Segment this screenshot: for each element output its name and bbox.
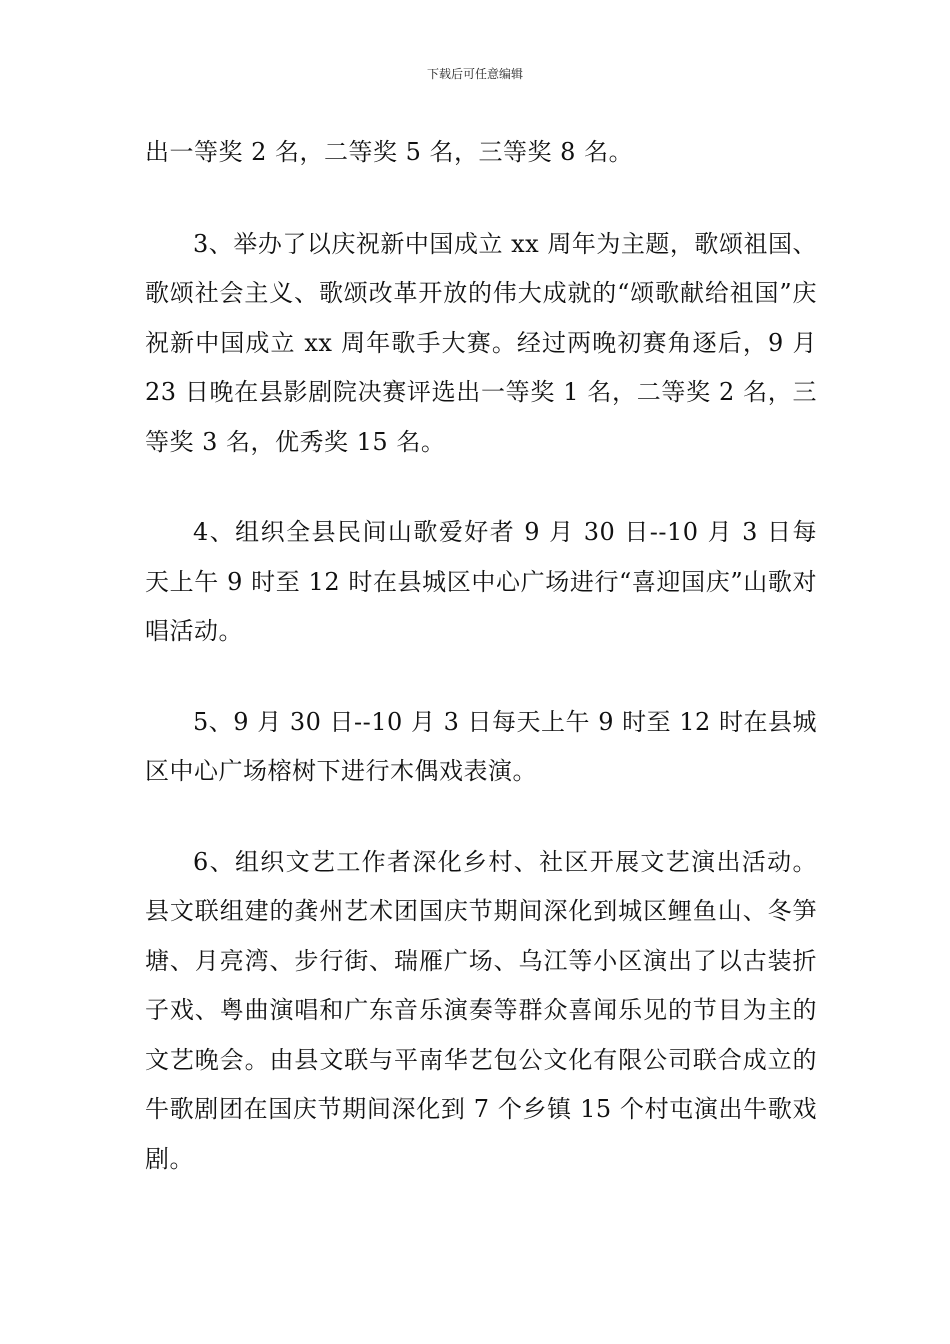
paragraph-spacer — [145, 467, 817, 508]
paragraph-spacer — [145, 178, 817, 220]
paragraph-item-6: 6、组织文艺工作者深化乡村、社区开展文艺演出活动。县文联组建的龚州艺术团国庆节期间深化到城区鲤鱼山、冬笋塘、月亮湾、步行街、瑞雁广场、乌江等小区演出了以古装折子戏、粤曲演唱和广东音乐演奏等群众喜闻乐见的节目为主的文艺晚会。由县文联与平南华艺包公文化有限公司联合成立的牛歌剧团在国庆节期间深化到 7 个乡镇 15 个村屯演出牛歌戏剧。 — [145, 847, 817, 1173]
paragraph-spacer — [145, 797, 817, 838]
paragraph-item-3: 3、举办了以庆祝新中国成立 xx 周年为主题，歌颂祖国、歌颂社会主义、歌颂改革开放的伟大成就的“颂歌献给祖国”庆祝新中国成立 xx 周年歌手大赛。经过两晚初赛角逐后，9 月 23 日晚在县影剧院决赛评选出一等奖 1 名，二等奖 2 名，三等奖 3 名，优秀奖 15 名。 — [145, 229, 817, 456]
page-header: 下载后可任意编辑 — [426, 67, 523, 81]
paragraph-item-5: 5、9 月 30 日--10 月 3 日每天上午 9 时至 12 时在县城区中心广场榕树下进行木偶戏表演。 — [145, 707, 817, 785]
paragraph-spacer — [145, 657, 817, 698]
paragraph-prize-continuation: 出一等奖 2 名，二等奖 5 名，三等奖 8 名。 — [145, 138, 634, 166]
paragraph-item-4: 4、组织全县民间山歌爱好者 9 月 30 日--10 月 3 日每天上午 9 时至 12 时在县城区中心广场进行“喜迎国庆”山歌对唱活动。 — [145, 518, 817, 645]
document-body — [145, 128, 817, 1184]
